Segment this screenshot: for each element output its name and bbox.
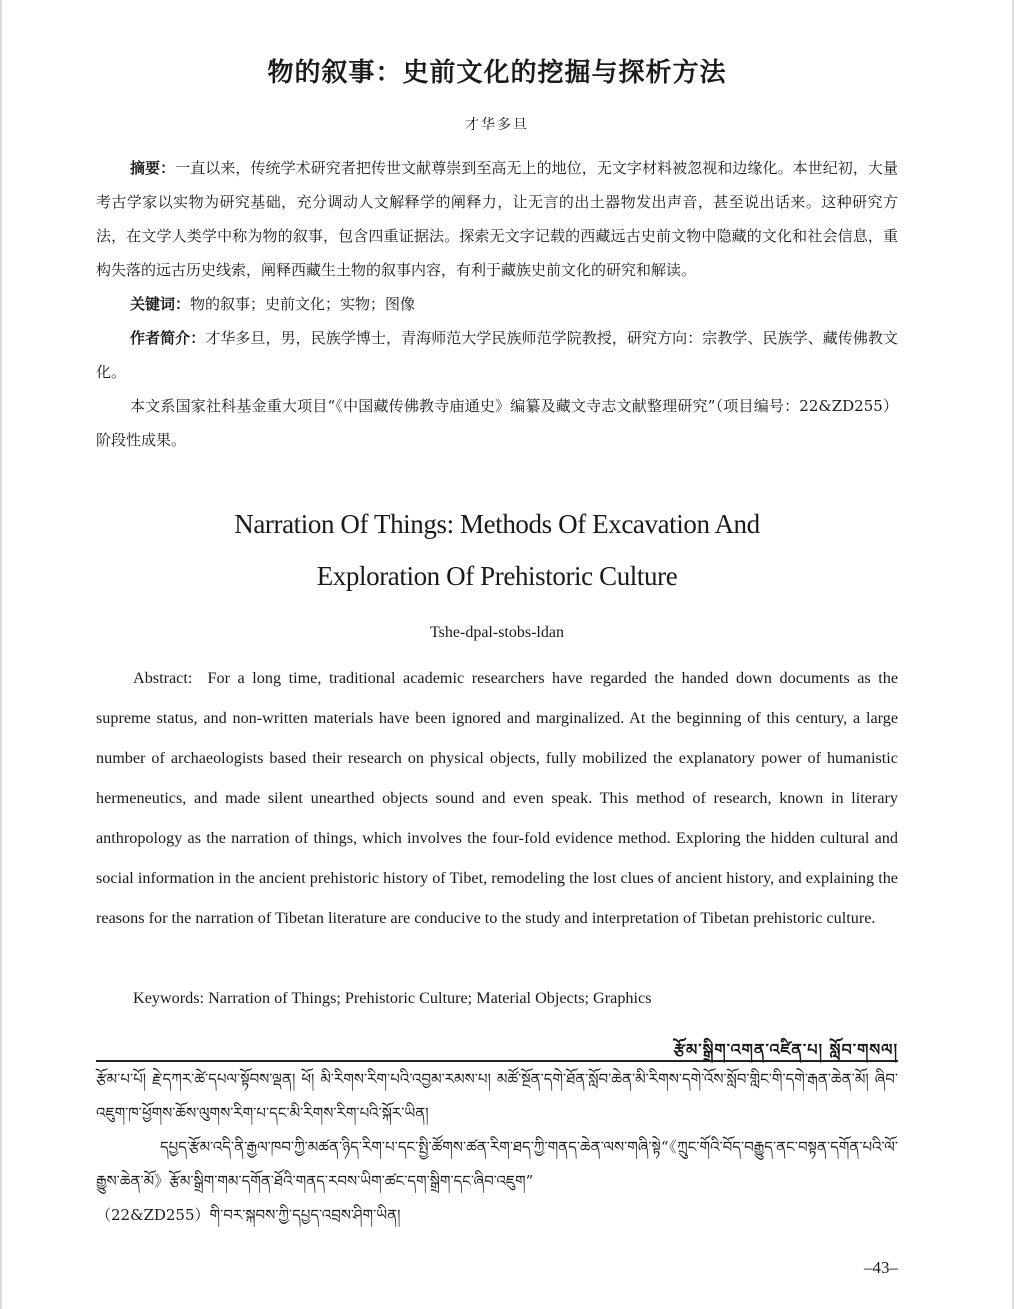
english-keywords-text: Narration of Things; Prehistoric Culture; Material Objects; Graphics <box>208 989 652 1007</box>
chinese-abstract-text: 一直以来，传统学术研究者把传世文献尊崇到至高无上的地位，无文字材料被忽视和边缘化。本世纪初，大量考古学家以实物为研究基础，充分调动人文解释学的阐释力，让无言的出土器物发出声音，甚至说出话来。这种研究方法，在文学人类学中称为物的叙事，包含四重证据法。探索无文字记载的西藏远古史前文物中隐藏的文化和社会信息，重构失落的远古历史线索，阐释西藏生土物的叙事内容，有利于藏族史前文化的研究和解读。 <box>96 159 898 279</box>
chinese-author-bio <box>96 321 898 389</box>
english-keywords <box>96 978 898 1018</box>
english-title-line-2: Exploration Of Prehistoric Culture <box>316 561 678 591</box>
tibetan-funding-tail: （22&ZD255）གི་བར་སྐབས་ཀྱི་དཔྱད་འབྲས་ཤིག་ཡིན། <box>96 1206 401 1224</box>
tibetan-editor-header: རྩོམ་སྒྲིག་འགན་འཛིན་པ། སློབ་གསལ། <box>673 1040 898 1059</box>
tibetan-author-bio: རྩོམ་པ་པོ། རྗེ་དཀར་ཚེ་དཔལ་སྟོབས་ལྡན། ཕོ། མི་རིགས་རིག་པའི་འབྱམ་རམས་པ། མཚོ་སྔོན་དགེ་ཐོན་སློབ་ཆེན་མི་རིགས་དགེ་འོས་སློབ་གླིང་གི་དགེ་རྒན་ཆེན་མོ། ཞིབ་འཇུག་ཁ་ཕྱོགས་ཆོས་ལུགས་རིག་པ་དང་མི་རིགས་རིག་པའི་སྐོར་ཡིན། <box>96 1070 898 1122</box>
chinese-keywords-label: 关键词： <box>130 295 191 313</box>
tibetan-funding-note: དཔྱད་རྩོམ་འདི་ནི་རྒྱལ་ཁབ་ཀྱི་མཚན་ཉིད་རིག་པ་དང་སྤྱི་ཚོགས་ཚན་རིག་ཐད་ཀྱི་གནད་ཆེན་ལས་གཞི་སྟེ“《ཀྲུང་གོའི་བོད་བརྒྱུད་ནང་བསྟན་དགོན་པའི་ལོ་རྒྱུས་ཆེན་མོ》རྩོམ་སྒྲིག་གམ་དགོན་ཐོའི་གནད་རབས་ཡིག་ཚང་དག་སྒྲིག་དང་ཞིབ་འཇུག” <box>96 1138 898 1190</box>
chinese-bio-label: 作者简介： <box>130 329 206 347</box>
chinese-abstract <box>96 151 898 287</box>
english-keywords-label: Keywords: <box>133 989 205 1007</box>
english-title-line-1: Narration Of Things: Methods Of Excavation And <box>234 509 760 539</box>
english-abstract-label: Abstract: <box>133 669 193 687</box>
chinese-title: 物的叙事：史前文化的挖掘与探析方法 <box>267 58 727 88</box>
chinese-front-matter <box>96 151 898 457</box>
tibetan-front-matter <box>96 1062 898 1232</box>
chinese-abstract-label: 摘要： <box>130 159 176 177</box>
english-author: Tshe-dpal-stobs-ldan <box>430 624 564 641</box>
page-edge-left <box>0 0 2 1309</box>
chinese-keywords <box>96 287 898 321</box>
page-number: –43– <box>864 1258 898 1277</box>
chinese-keywords-text: 物的叙事；史前文化；实物；图像 <box>190 295 416 313</box>
chinese-author: 才华多旦 <box>465 117 529 133</box>
english-abstract-text: For a long time, traditional academic researchers have regarded the handed down documents as the supreme status, and non-written materials have been ignored and marginalized. At the beginning of this century, a large number of archaeologists based their research on physical objects, fully mobilized the explanatory power of humanistic hermeneutics, and made silent unearthed objects sound and even speak. This method of research, known in literary anthropology as the narration of things, which involves the four-fold evidence method. Exploring the hidden cultural and social information in the ancient prehistoric history of Tibet, remodeling the lost clues of ancient history, and explaining the reasons for the narration of Tibetan literature are conducive to the study and interpretation of Tibetan prehistoric culture. <box>96 669 899 927</box>
chinese-bio-text: 才华多旦，男，民族学博士，青海师范大学民族师范学院教授，研究方向：宗教学、民族学、藏传佛教文化。 <box>96 329 898 381</box>
english-abstract <box>96 658 898 938</box>
chinese-funding-note: 本文系国家社科基金重大项目“《中国藏传佛教寺庙通史》编纂及藏文寺志文献整理研究”（项目编号：22&ZD255）阶段性成果。 <box>96 397 898 449</box>
english-title <box>96 498 898 602</box>
